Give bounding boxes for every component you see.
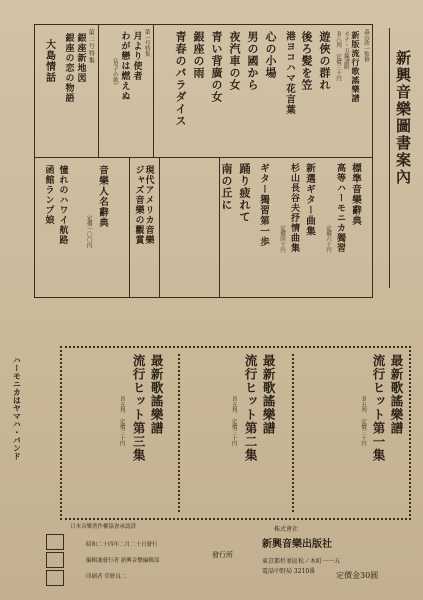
c2-line: （英子の歌） [111,55,118,88]
mid-line: 高等ハーモニカ獨習 [335,163,345,253]
col-divider [129,157,130,297]
c2-line: わが戀は燃えぬ [119,31,130,101]
bottom-listing-box [60,346,411,520]
bottom-item-price: Ｂ五判 定價三十円 [230,396,237,446]
col-divider [159,157,160,297]
main-title: 新興音樂圖書案內 [394,50,412,186]
bottom-item-title: 最新歌謠樂譜 [389,354,404,435]
c1-price: Ｂ六判 定價三十円 [335,31,341,81]
col-divider [292,354,294,512]
c1-line: 後ろ髪を笠 [300,31,313,91]
col-divider [178,354,180,512]
printer: 印刷者 草野良二 [86,574,127,580]
publisher-name: 新興音樂出版社 [262,539,332,550]
c1-line: 夜汽車の女 [228,31,241,91]
seal-box [46,570,64,586]
mid-title: 音樂人名辭典 [96,165,108,228]
publisher-address: 東京都杉並區松ノ木町一一五 [262,558,341,565]
editor: 編輯兼發行者 新興音樂編輯部 [86,558,160,564]
bottom-item-price: Ｂ五判 定價三十円 [360,396,366,446]
c3-line: 銀座新地図 [75,33,86,83]
c-line: 函館ランプ娘 [43,165,54,225]
bottom-item-sub: 流行ヒット第一集 [371,354,386,462]
seal-box [46,534,64,550]
copyright-notice: 日本音樂著作權協會承認済 [70,524,137,530]
main-title-rule [389,28,390,288]
mid-line: 南の丘に [220,163,233,211]
mid-line: 杉山長谷夫抒情曲集 [289,163,299,253]
mid-title: ギター獨習第一歩 [258,163,269,247]
col-divider [98,25,99,157]
top-divider [35,157,372,158]
c2-line: 月より使者 [131,31,142,81]
c3-head: 第二号特集 [87,29,95,64]
col-divider [153,25,154,157]
bottom-item-title: 最新歌謠樂譜 [149,354,165,435]
bottom-item-sub: 流行ヒット第三集 [131,354,147,462]
bracket-label: 發行所 [212,551,233,559]
top-listing-box [34,24,373,298]
c1-line: 港ヨコハマ花言葉 [284,31,295,115]
price-label: 定價金30圓 [336,571,379,580]
bottom-item-sub: 流行ヒット第二集 [243,354,259,462]
mid-title: 新選ギター曲集 [304,163,315,237]
mid-price: 定價六十円 [325,225,331,253]
c-line: 憧れのハワイ航路 [57,165,68,245]
issue-date: 昭和二十四年二月二十日發行 [86,542,158,548]
side-text: ハーモニカはヤマハ・バンド [12,356,23,460]
c1-title: 新版流行歌謠樂譜 [351,31,361,103]
seal-box [46,552,64,568]
mid-line: 踊り疲れて [238,163,251,223]
c1-head: 森山欣一監修 [363,29,369,62]
c1-sub: カナ・五線譜附 [343,31,349,70]
company-label: 株式會社 [274,526,299,533]
c4-title: 大島情話 [43,39,55,83]
mid-title: 現代アメリカ音樂 [143,165,154,245]
c3-line: 銀座の恋の物語 [63,33,74,103]
mid-price: 定價一〇〇円 [85,215,92,248]
c1-line: 男の國から [246,31,259,91]
c1-line: 銀座の雨 [192,31,205,79]
c1-line: 青い背廣の女 [210,31,223,103]
mid-line: ジャズ音樂の觀賞 [133,165,144,245]
c1-line: 青春のパラダイス [174,31,187,127]
mid-title: 標準音樂辭典 [350,163,361,226]
c2-head: 第一号特集 [143,29,150,57]
bottom-item-title: 最新歌謠樂譜 [261,354,277,435]
c1-line: 遊俠の群れ [318,31,331,91]
bottom-item-price: Ｂ五判 定價三十円 [118,396,125,446]
c1-line: 心の小場 [264,31,277,79]
publisher-tel: 電話中野局 3210番 [262,568,316,575]
mid-price: 定價四十円 [279,225,285,253]
